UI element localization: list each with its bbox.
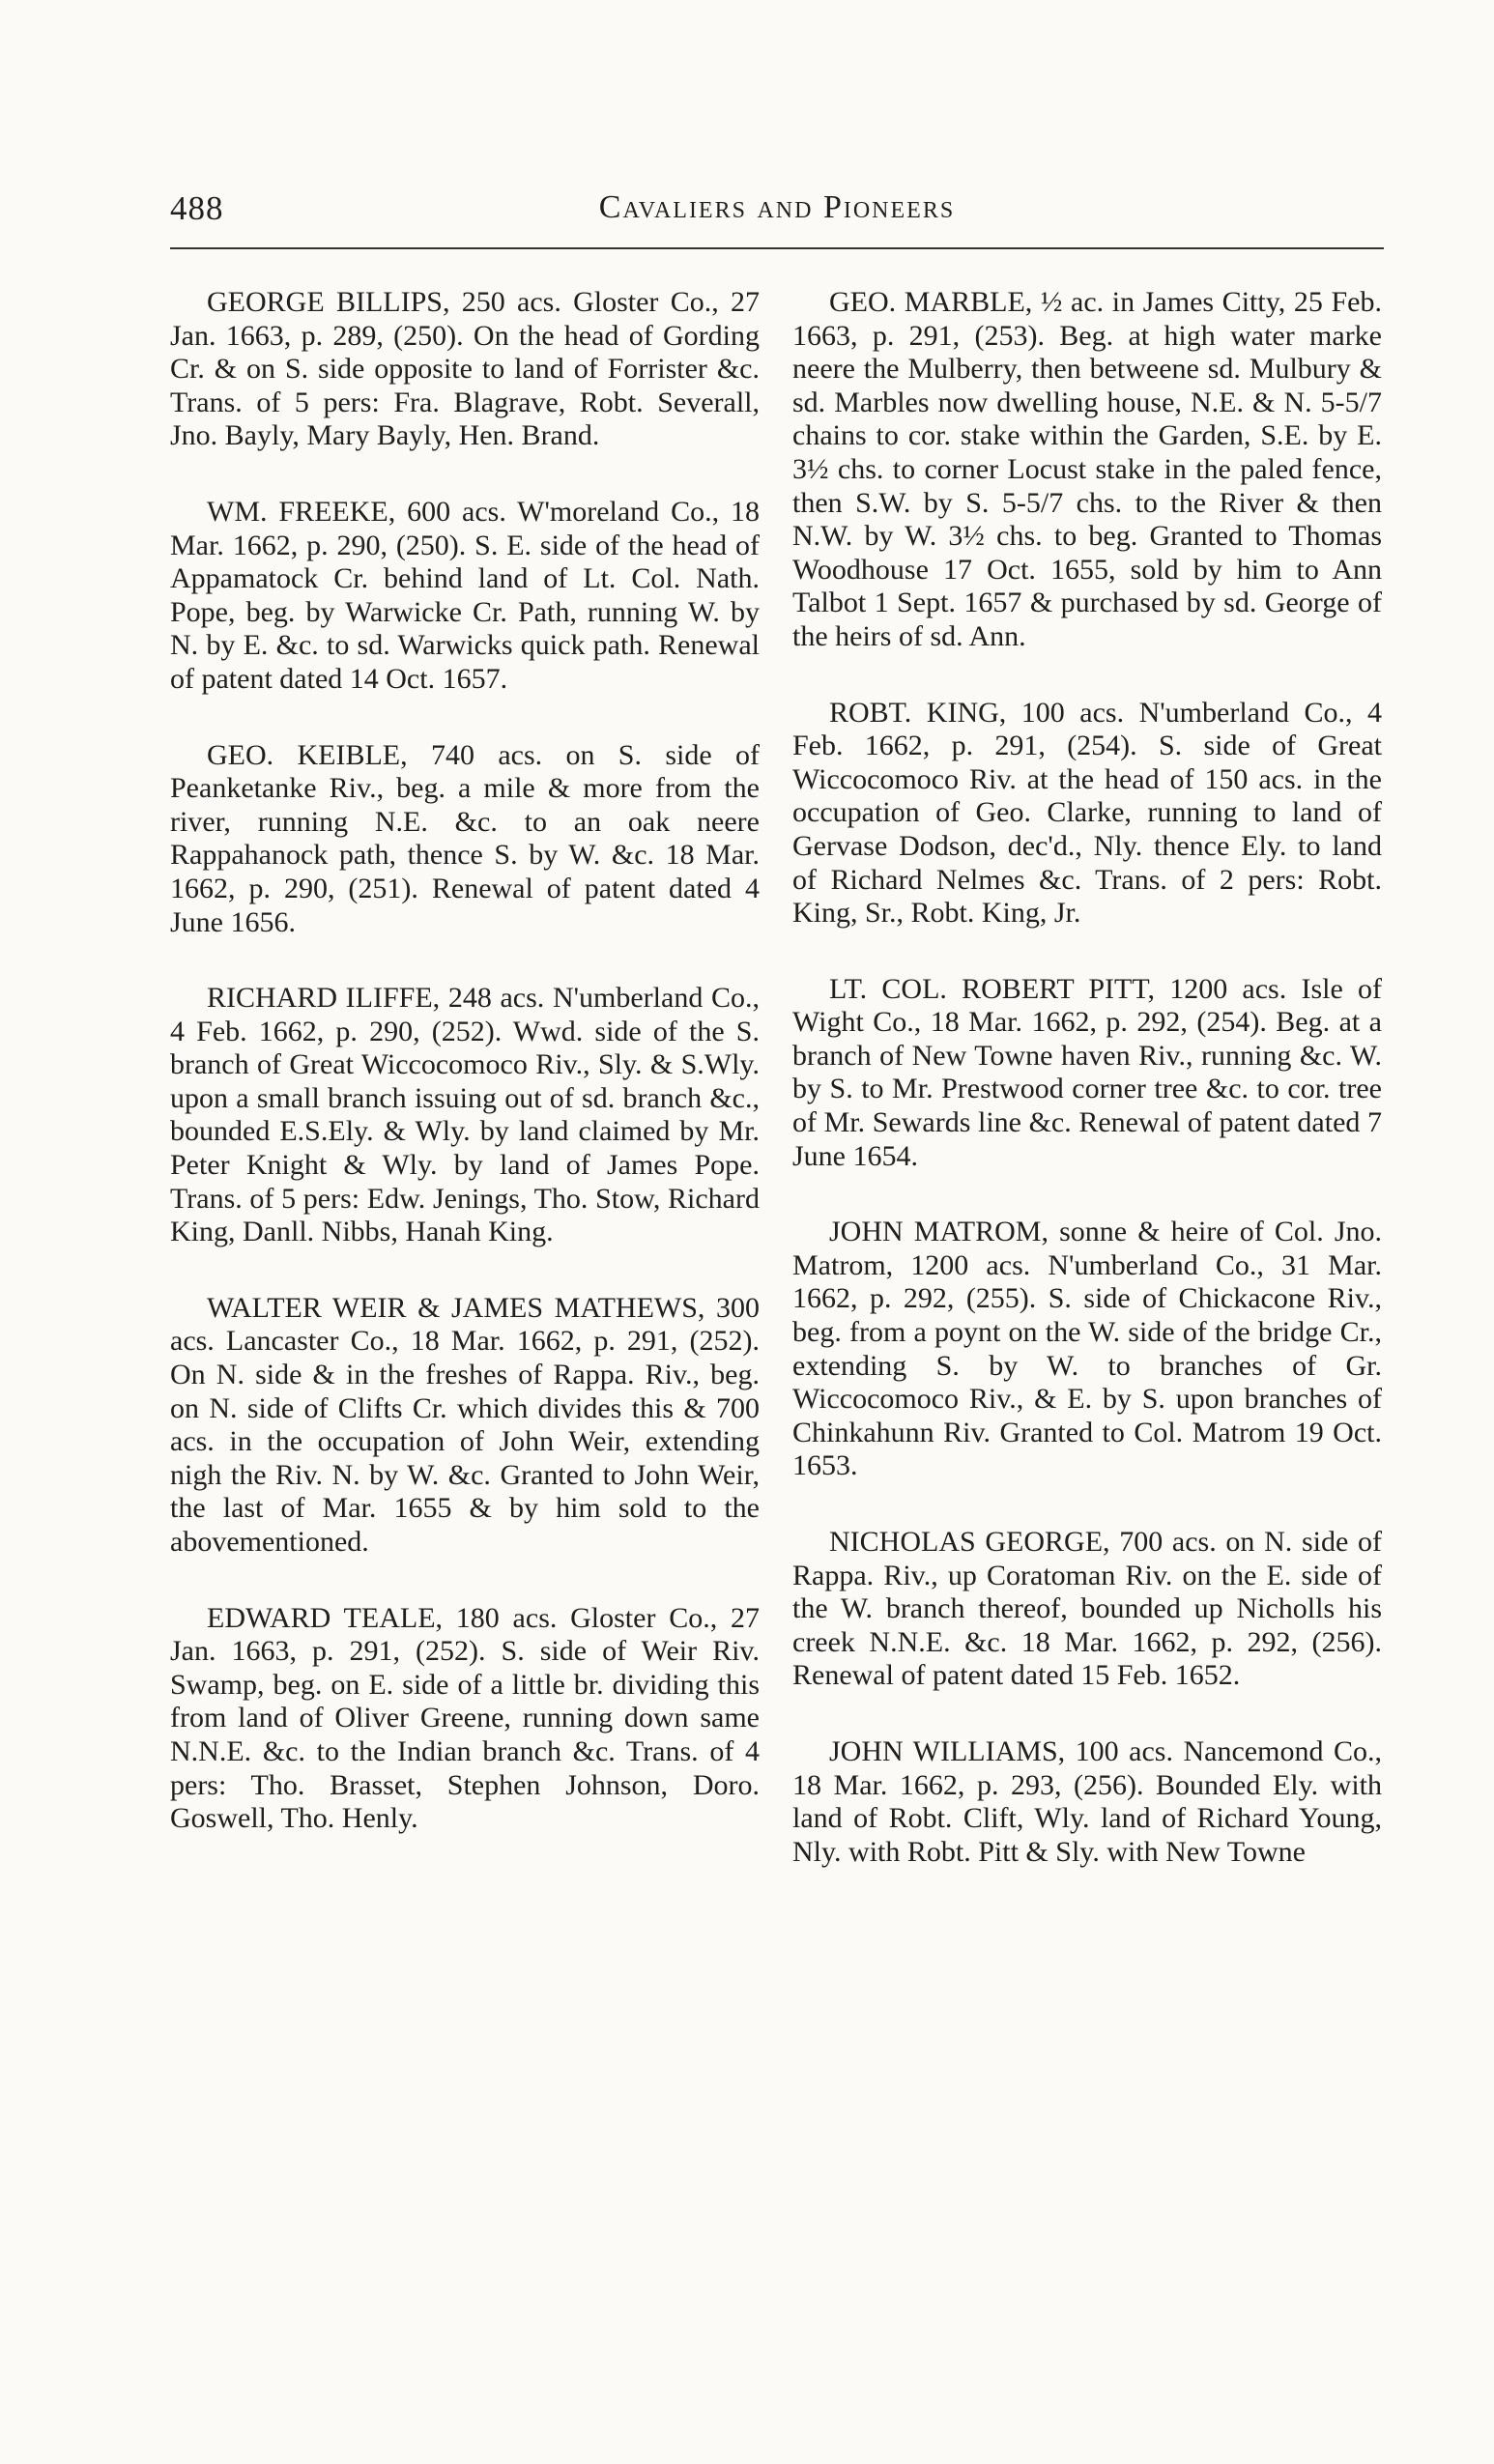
- page-header: [170, 189, 1384, 245]
- running-title: Cavaliers and Pioneers: [598, 189, 956, 225]
- right-column: [792, 286, 1382, 1869]
- land-grant-entry: GEORGE BILLIPS, 250 acs. Gloster Co., 27 Jan. 1663, p. 289, (250). On the head of Gording Cr. & on S. side opposite to land of Forrister &c. Trans. of 5 pers: Fra. Blagrave, Robt. Severall, Jno. Bayly, Mary Bayly, Hen. Brand.: [170, 286, 760, 452]
- land-grant-entry: NICHOLAS GEORGE, 700 acs. on N. side of Rappa. Riv., up Coratoman Riv. on the E. side of the W. branch thereof, bounded up Nicholls his creek N.N.E. &c. 18 Mar. 1662, p. 292, (256). Renewal of patent dated 15 Feb. 1652.: [792, 1526, 1382, 1692]
- header-rule: [170, 247, 1384, 249]
- land-grant-entry: WALTER WEIR & JAMES MATHEWS, 300 acs. Lancaster Co., 18 Mar. 1662, p. 291, (252). On N. side & in the freshes of Rappa. Riv., beg. on N. side of Clifts Cr. which divides this & 700 acs. in the occupation of John Weir, extending nigh the Riv. N. by W. &c. Granted to John Weir, the last of Mar. 1655 & by him sold to the abovementioned.: [170, 1291, 760, 1558]
- land-grant-entry: JOHN WILLIAMS, 100 acs. Nancemond Co., 18 Mar. 1662, p. 293, (256). Bounded Ely. with land of Robt. Clift, Wly. land of Richard Young, Nly. with Robt. Pitt & Sly. with New Towne: [792, 1734, 1382, 1868]
- land-grant-entry: RICHARD ILIFFE, 248 acs. N'umberland Co., 4 Feb. 1662, p. 290, (252). Wwd. side of the S. branch of Great Wiccocomoco Riv., Sly. & S.Wly. upon a small branch issuing out of sd. branch &c., bounded E.S.Ely. & Wly. by land claimed by Mr. Peter Knight & Wly. by land of James Pope. Trans. of 5 pers: Edw. Jenings, Tho. Stow, Richard King, Danll. Nibbs, Hanah King.: [170, 982, 760, 1248]
- land-grant-entry: GEO. MARBLE, ½ ac. in James Citty, 25 Feb. 1663, p. 291, (253). Beg. at high water marke neere the Mulberry, then betweene sd. Mulbury & sd. Marbles now dwelling house, N.E. & N. 5-5/7 chains to cor. stake within the Garden, S.E. by E. 3½ chs. to corner Locust stake in the paled fence, then S.W. by S. 5-5/7 chs. to the River & then N.W. by W. 3½ chs. to beg. Granted to Thomas Woodhouse 17 Oct. 1655, sold by him to Ann Talbot 1 Sept. 1657 & purchased by sd. George of the heirs of sd. Ann.: [792, 286, 1382, 652]
- land-grant-entry: EDWARD TEALE, 180 acs. Gloster Co., 27 Jan. 1663, p. 291, (252). S. side of Weir Riv. Swamp, beg. on E. side of a little br. dividing this from land of Oliver Greene, running down same N.N.E. &c. to the Indian branch &c. Trans. of 4 pers: Tho. Brasset, Stephen Johnson, Doro. Goswell, Tho. Henly.: [170, 1601, 760, 1835]
- land-grant-entry: WM. FREEKE, 600 acs. W'moreland Co., 18 Mar. 1662, p. 290, (250). S. E. side of the head of Appamatock Cr. behind land of Lt. Col. Nath. Pope, beg. by Warwicke Cr. Path, running W. by N. by E. &c. to sd. Warwicks quick path. Renewal of patent dated 14 Oct. 1657.: [170, 495, 760, 695]
- left-column: [170, 286, 760, 1836]
- land-grant-entry: GEO. KEIBLE, 740 acs. on S. side of Peanketanke Riv., beg. a mile & more from the river, running N.E. &c. to an oak neere Rappahanock path, thence S. by W. &c. 18 Mar. 1662, p. 290, (251). Renewal of patent dated 4 June 1656.: [170, 738, 760, 938]
- page-number: 488: [170, 189, 224, 227]
- land-grant-entry: JOHN MATROM, sonne & heire of Col. Jno. Matrom, 1200 acs. N'umberland Co., 31 Mar. 1662, p. 292, (255). S. side of Chickacone Riv., beg. from a poynt on the W. side of the bridge Cr., extending S. by W. to branches of Gr. Wiccocomoco Riv., & E. by S. upon branches of Chinkahunn Riv. Granted to Col. Matrom 19 Oct. 1653.: [792, 1216, 1382, 1482]
- land-grant-entry: LT. COL. ROBERT PITT, 1200 acs. Isle of Wight Co., 18 Mar. 1662, p. 292, (254). Beg. at a branch of New Towne haven Riv., running &c. W. by S. to Mr. Prestwood corner tree &c. to cor. tree of Mr. Sewards line &c. Renewal of patent dated 7 June 1654.: [792, 972, 1382, 1172]
- land-grant-entry: ROBT. KING, 100 acs. N'umberland Co., 4 Feb. 1662, p. 291, (254). S. side of Great Wiccocomoco Riv. at the head of 150 acs. in the occupation of Geo. Clarke, running to land of Gervase Dodson, dec'd., Nly. thence Ely. to land of Richard Nelmes &c. Trans. of 2 pers: Robt. King, Sr., Robt. King, Jr.: [792, 696, 1382, 930]
